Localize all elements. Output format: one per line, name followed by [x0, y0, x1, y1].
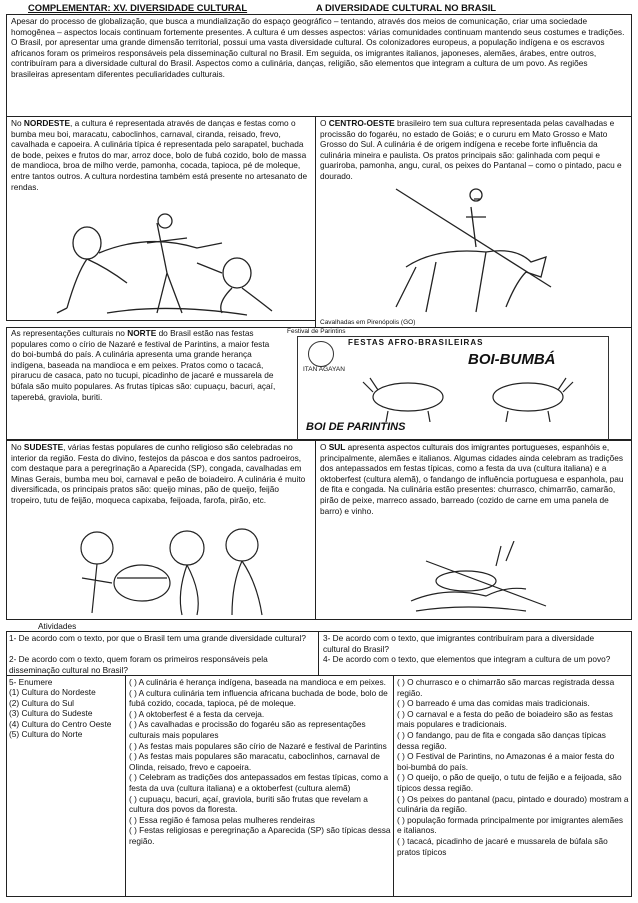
- question-4: 4- De acordo com o texto, que elementos que integram a cultura de um povo?: [323, 654, 611, 664]
- food-caricatures-illustration: [67, 523, 277, 619]
- sudeste-box: [6, 440, 316, 620]
- nordeste-heading: NORDESTE: [23, 118, 71, 128]
- header-right-title: A DIVERSIDADE CULTURAL NO BRASIL: [316, 2, 497, 13]
- centro-oeste-box: [315, 116, 632, 328]
- enumere-middle-box: [125, 675, 394, 897]
- sul-box: [315, 440, 632, 620]
- norte-box: [6, 327, 632, 440]
- enumere-middle-items: ( ) A culinária é herança indígena, baseada na mandioca e em peixes. ( ) A cultura culinária tem influencia africana buchada de bode, bolo de fubá cozido, cocada, tapioca, pé de moleque. ( ) A oktoberfest é a festa da cerveja. ( ) As cavalhadas e procissão do fogaréu são as representações culturais mais populares ( ) As festas mais populares são círio de Nazaré e festival de Parintins ( ) As festas mais populares são maracatu, caboclinhos, carnaval de Olinda, reisado, frevo e capoeira. ( ) Celebram as tradições dos antepassados em festas típicas, como a festa da uva (cultura italiana) e a oktoberfest (cultura alemã) ( ) cupuaçu, bacuri, açaí, graviola, buriti são frutas que revelam a cultura dos povos da floresta. ( ) Essa região é famosa pelas mulheres rendeiras ( ) Festas religiosas e peregrinação a Aparecida (SP) são típicas dessa região.: [129, 677, 391, 846]
- question-2: 2- De acordo com o texto, quem foram os primeiros responsáveis pela disseminação cultural no Brasil?: [9, 654, 268, 675]
- enumere-option: (5) Cultura do Norte: [9, 729, 83, 740]
- centro-oeste-body: brasileiro tem sua cultura representada pelas cavalhadas e procissão do fogaréu, no estado de Goiás; e o cururu em Mato Grosso e Mato Grosso do Sul. A culinária é de origem indígena e recebe forte influência da culinária mineira e paulista. Os pratos principais são: galinhada com pequi e guariroba, pamonha, angu, cural, os peixes do Pantanal – como o pintado, pacu e dourado.: [320, 118, 622, 181]
- sul-body: apresenta aspectos culturais dos imigrantes portugueses, espanhóis e, principalmente, alemães e italianos. Algumas cidades ainda celebram as tradições dos antepassados em festas típicas, como a festa da uva (cultura italiana) e a oktoberfest (cultura alemã), o fandango de influência portuguesa e espanhola, pau de fita e congada. Na culinária estão presentes: churrasco, chimarrão, camarão, pirão de peixe, marreco assado, barreado (cozido de carne em uma panela de barro) e vinho.: [320, 442, 624, 516]
- poster-top-title: FESTAS AFRO-BRASILEIRAS: [348, 338, 484, 347]
- enumere-right-items: ( ) O churrasco e o chimarrão são marcas registrada dessa região. ( ) O barreado é uma das comidas mais tradicionais. ( ) O carnaval e a festa do peão de boiadeiro são as festas mais populares e tradicionais. ( ) O fandango, pau de fita e congada são danças típicas dessa região. ( ) O Festival de Parintins, no Amazonas é a maior festa do boi-bumbá do país. ( ) O queijo, o pão de queijo, o tutu de feijão e a feijoada, são típicos dessa região. ( ) Os peixes do pantanal (pacu, pintado e dourado) mostram a culinária da região. ( ) população formada principalmente por imigrantes alemães e italianos. ( ) tacacá, picadinho de jacaré e mussarela de búfala são pratos típicos: [397, 677, 629, 857]
- norte-body: do Brasil estão nas festas populares como o círio de Nazaré e festival de Parintins, a maior festa do boi-bumbá do país. A culinária apresenta uma grande herança indígena, baseada na mandioca e em peixes. Pratos como o tacacá, pirarucu de casaca, pato no tucupi, picadinho de jacaré e mussarela de búfala são muito populares. As frutas típicas são: cupuaçu, bacuri, açaí, taperebá, graviola, buriti.: [11, 328, 276, 402]
- norte-pre: As representações culturais no: [11, 328, 128, 338]
- poster-bottom-title: BOI DE PARINTINS: [306, 421, 406, 433]
- nordeste-pre: No: [11, 118, 24, 128]
- enumere-right-box: [393, 675, 632, 897]
- sul-heading: SUL: [328, 442, 346, 452]
- parintins-poster: [297, 336, 609, 441]
- sudeste-text: [11, 442, 309, 506]
- sudeste-heading: SUDESTE: [23, 442, 64, 452]
- centro-oeste-caption: Cavalhadas em Pirenópolis (GO): [320, 319, 416, 326]
- churrasco-illustration: [406, 541, 556, 616]
- norte-caption: Festival de Parintins: [287, 328, 346, 335]
- centro-oeste-pre: O: [320, 118, 329, 128]
- question-3: 3- De acordo com o texto, que imigrantes contribuíram para a diversidade cultural do Brasil?: [323, 633, 595, 654]
- question-1: 1- De acordo com o texto, por que o Brasil tem uma grande diversidade cultural?: [9, 633, 306, 643]
- atividades-label: Atividades: [38, 621, 77, 631]
- capoeira-illustration: [47, 213, 287, 319]
- header-underline-gap: [245, 2, 315, 13]
- sudeste-pre: No: [11, 442, 24, 452]
- enumere-options-box: [6, 675, 126, 897]
- intro-text: Apesar do processo de globalização, que busca a mundialização do espaço geográfico – tentando, através dos meios de comunicação, criar uma sociedade homogênea – aspectos locais continuam fortemente presentes. A cultura é um desses aspectos: várias comunidades continuam mantendo seus costumes e tradições. O Brasil, por apresentar uma grande dimensão territorial, possui uma vasta diversidade cultural. Os colonizadores europeus, a população indígena e os escravos africanos foram os primeiros responsáveis pela disseminação cultural no Brasil. Em seguida, os imigrantes italianos, japoneses, alemães, árabes, entre outros, contribuíram para a diversidade cultural do Brasil. Aspectos como a culinária, danças, religião, são elementos que integram a cultura de um povo. As regiões brasileiras apresentam diferentes peculiaridades culturais.: [11, 16, 625, 79]
- poster-sun-icon: [308, 341, 334, 367]
- centro-oeste-text: [320, 118, 626, 182]
- poster-bulls-illustration: [358, 372, 588, 422]
- enumere-title: 5- Enumere: [9, 677, 53, 687]
- centro-oeste-heading: CENTRO-OESTE: [328, 118, 395, 128]
- norte-heading: NORTE: [127, 328, 157, 338]
- sul-pre: O: [320, 442, 329, 452]
- nordeste-text: [11, 118, 309, 192]
- enumere-option: (3) Cultura do Sudeste: [9, 708, 93, 719]
- sul-text: [320, 442, 626, 516]
- norte-text: [11, 328, 279, 402]
- intro-box: [6, 14, 632, 117]
- questions-left-box: [6, 631, 319, 676]
- cavalhada-horse-rider-illustration: [376, 187, 566, 317]
- sudeste-body: , várias festas populares de cunho religioso são celebradas no interior da região. Festa do divino, festejos da páscoa e dos santos padroeiros, com destaque para a peregrinação a Aparecida (SP), congada, cavalhadas em Minas Gerais, bumba meu boi, carnaval e peão de boiadeiro. A culinária é muito diversificada, os principais pratos são: queijo minas, pão de queijo, feijão tropeiro, tutu de feijão, moqueca capixaba, feijoada, farofa, pirão, etc.: [11, 442, 306, 505]
- questions-right-box: [318, 631, 632, 676]
- enumere-option: (2) Cultura do Sul: [9, 697, 75, 708]
- enumere-option: (4) Cultura do Centro Oeste: [9, 718, 112, 729]
- enumere-option-list: [9, 687, 125, 740]
- poster-main-title: BOI-BUMBÁ: [468, 351, 556, 368]
- poster-badge: ITAN AGAYAN: [303, 366, 345, 373]
- header-left-title: COMPLEMENTAR: XV. DIVERSIDADE CULTURAL: [28, 2, 248, 13]
- nordeste-box: [6, 116, 316, 321]
- enumere-option: (1) Cultura do Nordeste: [9, 687, 96, 697]
- nordeste-body: , a cultura é representada através de danças e festas como o bumba meu boi, maracatu, caboclinhos, carnaval, ciranda, reisado, frevo, cavalhada e capoeira. A culinária típica é representada pelo sarapatel, buchada de bode, peixes e frutos do mar, arroz doce, bolo de fubá cozido, bolo de massa de mandioca, broa de milho verde, pamonha, cocada, tapioca, pé de moleque, entre tantos outros. A cultura nordestina também está presente no artesanato de rendas.: [11, 118, 308, 192]
